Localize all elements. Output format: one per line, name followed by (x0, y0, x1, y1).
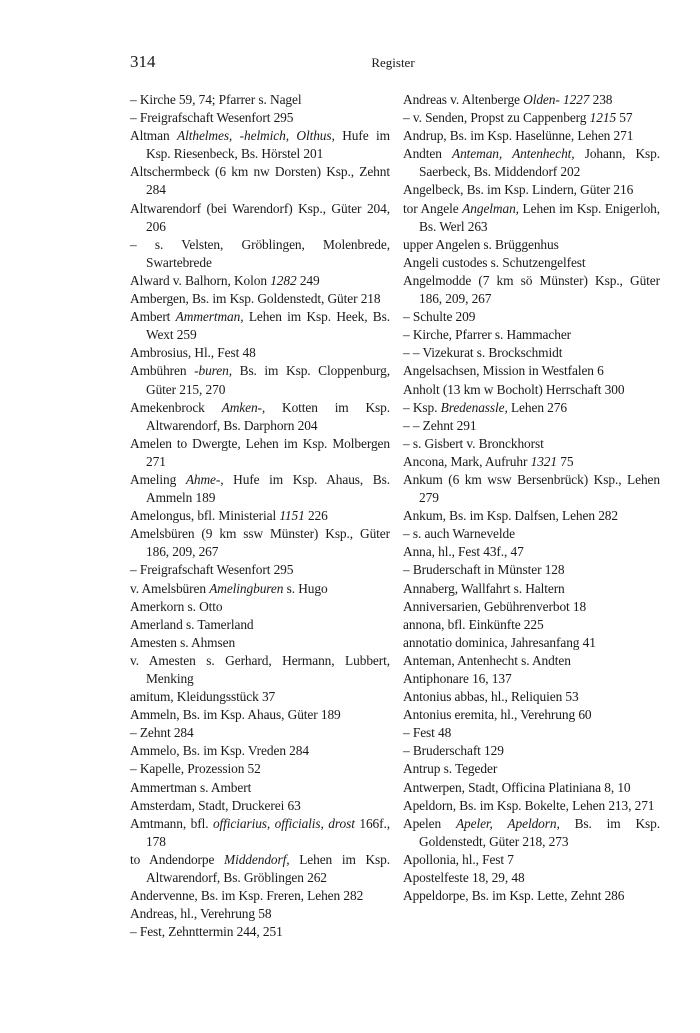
entry-text: annona, bfl. Einkünfte 225 (403, 616, 544, 632)
entry-text: v. Amesten s. Gerhard, Hermann, Lubbert, Menking (130, 652, 390, 686)
entry-text: 238 (589, 92, 613, 107)
index-entry (130, 344, 390, 362)
index-entry (130, 598, 390, 616)
index-entry (130, 634, 390, 652)
index-entry (403, 543, 660, 561)
entry-text: Bs. im Ksp. Goldenstedt, Güter 218, 273 (419, 815, 660, 849)
entry-text: Antwerpen, Stadt, Officina Platiniana 8, 10 (403, 779, 631, 795)
entry-text: Amelsbüren (9 km ssw Münster) Ksp., Güter 186, 209, 267 (130, 526, 390, 560)
entry-text: Andrup, Bs. im Ksp. Haselünne, Lehen 271 (403, 128, 634, 144)
entry-text: Amsterdam, Stadt, Druckerei 63 (130, 797, 301, 813)
index-entry (403, 109, 660, 127)
entry-text: Ambergen, Bs. im Ksp. Goldenstedt, Güter 218 (130, 291, 381, 307)
index-entry (403, 344, 660, 362)
entry-text: Angelmodde (7 km sö Münster) Ksp., Güter 186, 209, 267 (403, 272, 660, 307)
index-entry (403, 471, 660, 507)
index-entry (403, 652, 660, 670)
entry-text: Kotten im Ksp. Altwarendorf, Bs. Darphorn 204 (146, 399, 390, 433)
index-entry (130, 760, 390, 778)
page-number: 314 (130, 52, 156, 71)
entry-italic-text: Middendorf, (224, 851, 290, 867)
entry-text: Antonius eremita, hl., Verehrung 60 (403, 707, 592, 723)
entry-text: Altwarendorf (bei Warendorf) Ksp., Güter 204, 206 (130, 200, 390, 234)
index-entry (403, 399, 660, 417)
entry-italic-text: Ammertman, (175, 309, 244, 325)
index-entry (130, 109, 390, 127)
entry-text: Ambrosius, Hl., Fest 48 (130, 345, 256, 361)
entry-text: Amerland s. Tamerland (130, 616, 254, 632)
index-entry (403, 507, 660, 525)
entry-text: Altschermbeck (6 km nw Dorsten) Ksp., Zehnt 284 (130, 164, 390, 198)
entry-text: 249 (296, 272, 320, 288)
index-entry (403, 326, 660, 344)
index-entry (130, 724, 390, 742)
entry-italic-text: Althelmes, -helmich, Olthus, (177, 128, 335, 144)
entry-text: Ammelo, Bs. im Ksp. Vreden 284 (130, 743, 309, 759)
entry-text: Ankum, Bs. im Ksp. Dalfsen, Lehen 282 (403, 508, 618, 524)
entry-text: Angelbeck, Bs. im Ksp. Lindern, Güter 216 (403, 182, 634, 198)
index-entry (130, 580, 390, 598)
entry-text: Angeli custodes s. Schutzengelfest (403, 254, 586, 270)
index-entry (130, 525, 390, 561)
entry-text: s. Hugo (283, 580, 328, 596)
index-entry (403, 561, 660, 579)
index-entry (403, 760, 660, 778)
entry-italic-text: 1282 (270, 272, 297, 288)
entry-text: – Kapelle, Prozession 52 (130, 761, 261, 777)
index-entry (403, 435, 660, 453)
entry-text: Ammeln, Bs. im Ksp. Ahaus, Güter 189 (130, 707, 341, 723)
index-entry (403, 688, 660, 706)
entry-text: tor Angele (403, 200, 463, 216)
entry-text: 75 (556, 453, 574, 469)
entry-text: Johann, Ksp. Saerbeck, Bs. Middendorf 202 (419, 146, 661, 180)
entry-text: Antonius abbas, hl., Reliquien 53 (403, 689, 579, 705)
entry-text: Andreas v. Altenberge (403, 92, 524, 107)
entry-text: – – Vizekurat s. Brockschmidt (403, 345, 563, 361)
index-entry (403, 272, 660, 308)
entry-italic-text: officiarius, officialis, drost (212, 815, 355, 831)
running-head: Register (371, 55, 415, 70)
entry-italic-text: Apeler, Apeldorn, (455, 815, 560, 831)
index-entry (130, 362, 390, 398)
entry-text: Ammertman s. Ambert (130, 779, 252, 795)
entry-text: 226 (304, 508, 328, 524)
entry-text: Amerkorn s. Otto (130, 598, 223, 614)
entry-text: Anniversarien, Gebührenverbot 18 (403, 598, 587, 614)
entry-italic-text: Olden- 1227 (523, 92, 590, 107)
index-entry (130, 905, 390, 923)
index-entry (403, 598, 660, 616)
index-entry (403, 254, 660, 272)
entry-italic-text: Angelman, (462, 200, 519, 216)
entry-text: – Zehnt 284 (130, 725, 194, 741)
index-entry (130, 200, 390, 236)
index-entry (130, 163, 390, 199)
index-entry (130, 887, 390, 905)
index-entry (403, 887, 660, 905)
index-entry (403, 453, 660, 471)
index-entry (130, 272, 390, 290)
entry-text: Lehen 276 (507, 399, 567, 415)
index-entry (130, 616, 390, 634)
index-entry (130, 507, 390, 525)
entry-text: Anteman, Antenhecht s. Andten (403, 652, 571, 668)
entry-text: Antrup s. Tegeder (403, 761, 498, 777)
entry-text: – v. Senden, Propst zu Cappenberg (403, 110, 590, 126)
entry-text: annotatio dominica, Jahresanfang 41 (403, 634, 596, 650)
entry-text: – Freigrafschaft Wesenfort 295 (130, 110, 294, 126)
entry-text: Angelsachsen, Mission in Westfalen 6 (403, 363, 604, 379)
entry-text: Ambert (130, 309, 176, 325)
index-entry (130, 652, 390, 688)
entry-text: Apollonia, hl., Fest 7 (403, 851, 514, 867)
entry-text: Anna, hl., Fest 43f., 47 (403, 544, 524, 560)
index-entry (403, 362, 660, 380)
entry-text: – Fest 48 (403, 725, 452, 741)
entry-text: upper Angelen s. Brüggenhus (403, 236, 559, 252)
index-entry (403, 742, 660, 760)
index-column-right (403, 91, 660, 905)
entry-italic-text: -buren, (194, 363, 232, 379)
entry-text: Apelen (403, 815, 456, 831)
index-entry (403, 851, 660, 869)
index-entry (403, 580, 660, 598)
entry-text: Lehen im Ksp. Altwarendorf, Bs. Gröblingen 262 (146, 851, 390, 886)
index-entry (403, 91, 660, 109)
index-entry (130, 561, 390, 579)
index-entry (130, 797, 390, 815)
index-entry (130, 435, 390, 471)
entry-italic-text: Ahme-, (185, 471, 224, 487)
index-entry (403, 869, 660, 887)
entry-italic-text: 1321 (530, 453, 557, 469)
entry-italic-text: 1151 (279, 508, 305, 524)
index-entry (130, 815, 390, 851)
entry-text: – Kirche 59, 74; Pfarrer s. Nagel (130, 92, 302, 107)
index-entry (130, 399, 390, 435)
index-entry (403, 525, 660, 543)
index-entry (130, 91, 390, 109)
index-entry (403, 308, 660, 326)
index-entry (130, 706, 390, 724)
index-entry (403, 724, 660, 742)
index-entry (403, 381, 660, 399)
entry-text: – Kirche, Pfarrer s. Hammacher (403, 327, 572, 343)
entry-text: – Ksp. (403, 399, 441, 415)
entry-text: – s. Gisbert v. Bronckhorst (403, 435, 544, 451)
entry-text: Bs. im Ksp. Cloppenburg, Güter 215, 270 (146, 363, 390, 397)
index-entry (130, 127, 390, 163)
index-entry (130, 742, 390, 760)
entry-text: Andten (403, 146, 452, 162)
entry-text: Ambühren (130, 363, 195, 379)
entry-text: 57 (616, 110, 633, 126)
entry-text: – Freigrafschaft Wesenfort 295 (130, 562, 294, 578)
index-entry (403, 181, 660, 199)
entry-italic-text: Amelingburen (209, 580, 284, 596)
index-entry (130, 779, 390, 797)
index-entry (130, 308, 390, 344)
entry-text: to Andendorpe (130, 851, 225, 867)
index-entry (130, 688, 390, 706)
index-entry (130, 471, 390, 507)
entry-italic-text: 1215 (589, 110, 617, 126)
entry-text: – Fest, Zehnttermin 244, 251 (130, 924, 283, 940)
entry-text: 166f., 178 (146, 815, 390, 849)
entry-text: Appeldorpe, Bs. im Ksp. Lette, Zehnt 286 (403, 888, 625, 904)
entry-text: Amelen to Dwergte, Lehen im Ksp. Molbergen 271 (130, 435, 390, 469)
index-entry (130, 923, 390, 941)
index-entry (403, 417, 660, 435)
entry-text: Hufe im Ksp. Ahaus, Bs. Ammeln 189 (146, 471, 390, 506)
entry-text: Hufe im Ksp. Riesenbeck, Bs. Hörstel 201 (146, 128, 390, 162)
entry-text: Altman (130, 128, 178, 144)
entry-text: – – Zehnt 291 (403, 417, 477, 433)
entry-text: – Bruderschaft in Münster 128 (403, 562, 565, 578)
entry-text: v. Amelsbüren (130, 580, 210, 596)
index-entry (403, 145, 660, 181)
entry-text: Amelongus, bfl. Ministerial (130, 508, 280, 524)
entry-text: Andervenne, Bs. im Ksp. Freren, Lehen 282 (130, 888, 364, 904)
entry-text: Annaberg, Wallfahrt s. Haltern (403, 580, 565, 596)
index-entry (403, 797, 660, 815)
entry-text: Amesten s. Ahmsen (130, 634, 236, 650)
entry-text: Lehen im Ksp. Heek, Bs. Wext 259 (146, 309, 390, 343)
index-column-left (130, 91, 390, 941)
entry-text: Antiphonare 16, 137 (403, 671, 512, 686)
entry-text: Amtmann, bfl. (130, 815, 213, 831)
entry-text: – s. Velsten, Gröblingen, Molenbrede, Swartebrede (130, 236, 390, 270)
entry-text: Anholt (13 km w Bocholt) Herrschaft 300 (403, 381, 625, 397)
entry-text: amitum, Kleidungsstück 37 (130, 689, 276, 705)
index-entry (403, 706, 660, 724)
entry-text: Alward v. Balhorn, Kolon (130, 272, 271, 288)
index-entry (130, 851, 390, 887)
entry-text: Lehen im Ksp. Enigerloh, Bs. Werl 263 (419, 200, 661, 234)
entry-italic-text: Bredenassle, (440, 399, 508, 415)
entry-text: – s. auch Warnevelde (403, 526, 515, 542)
entry-italic-text: Amken-, (221, 399, 266, 415)
index-entry (403, 236, 660, 254)
index-entry (403, 127, 660, 145)
index-entry (130, 236, 390, 272)
entry-text: Andreas, hl., Verehrung 58 (130, 906, 272, 922)
index-entry (403, 616, 660, 634)
entry-text: – Schulte 209 (403, 309, 476, 325)
entry-text: Ankum (6 km wsw Bersenbrück) Ksp., Lehen 279 (403, 471, 660, 506)
index-entry (403, 779, 660, 797)
entry-text: Ameling (130, 471, 186, 487)
index-entry (403, 634, 660, 652)
index-entry (403, 670, 660, 688)
entry-text: Apeldorn, Bs. im Ksp. Bokelte, Lehen 213, 271 (403, 797, 655, 813)
index-entry (403, 200, 660, 236)
index-entry (403, 815, 660, 851)
entry-italic-text: Anteman, Antenhecht, (452, 146, 575, 162)
entry-text: Apostelfeste 18, 29, 48 (403, 870, 525, 886)
entry-text: Ancona, Mark, Aufruhr (403, 453, 531, 469)
entry-text: Amekenbrock (130, 399, 222, 415)
entry-text: – Bruderschaft 129 (403, 743, 504, 759)
index-entry (130, 290, 390, 308)
